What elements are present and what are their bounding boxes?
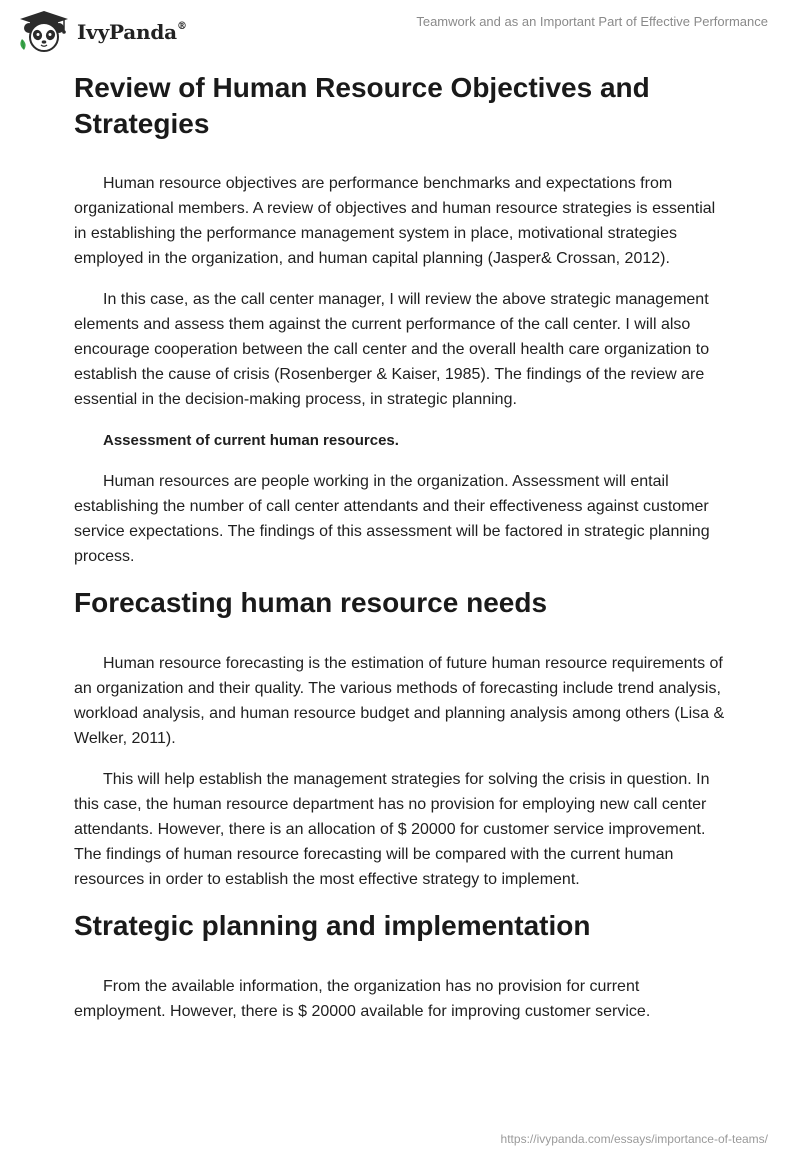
document-title: Teamwork and as an Important Part of Effective Performance <box>416 14 768 29</box>
page-header <box>0 0 800 64</box>
panda-graduate-icon <box>16 9 72 53</box>
ivypanda-logo[interactable] <box>16 9 187 53</box>
paragraph: In this case, as the call center manager, I will review the above strategic management elements and assess them against the current performance of the call center. I will also encourage cooperation between the call center and the overall health care organization to establish the cause of crisis (Rosenberger & Kaiser, 1985). The findings of the review are essential in the decision-making process, in strategic planning. <box>74 291 710 408</box>
article-body <box>74 70 730 1040</box>
subheading-assessment: Assessment of current human resources. <box>103 432 399 449</box>
paragraph: Human resource forecasting is the estimation of future human resource requirements of an organization and their quality. The various methods of forecasting include trend analysis, workload analysis, and human resource budget and planning analysis among others (Lisa & Welker, 2011). <box>74 655 725 747</box>
paragraph: From the available information, the organization has no provision for current employment. However, there is $ 20000 available for improving customer service. <box>74 978 651 1020</box>
source-url-link[interactable]: https://ivypanda.com/essays/importance-of-teams/ <box>500 1132 768 1146</box>
section-heading-forecasting: Forecasting human resource needs <box>74 587 548 618</box>
section-heading-strategic-planning: Strategic planning and implementation <box>74 910 591 941</box>
paragraph: This will help establish the management strategies for solving the crisis in question. In this case, the human resource department has no provision for employing new call center attendants. However, there is an allocation of $ 20000 for customer service improvement. The findings of human resource forecasting will be compared with the current human resources in order to establish the most effective strategy to implement. <box>74 771 710 888</box>
section-heading-review: Review of Human Resource Objectives and Strategies <box>74 72 650 139</box>
paragraph: Human resource objectives are performance benchmarks and expectations from organizational members. A review of objectives and human resource strategies is essential in establishing the performance management system in place, motivational strategies employed in the organization, and human capital planning (Jasper& Crossan, 2012). <box>74 175 716 267</box>
paragraph: Human resources are people working in the organization. Assessment will entail establishing the number of call center attendants and their effectiveness against customer service expectations. The findings of this assessment will be factored in strategic planning process. <box>74 473 710 565</box>
brand-name: IvyPanda® <box>77 20 187 44</box>
